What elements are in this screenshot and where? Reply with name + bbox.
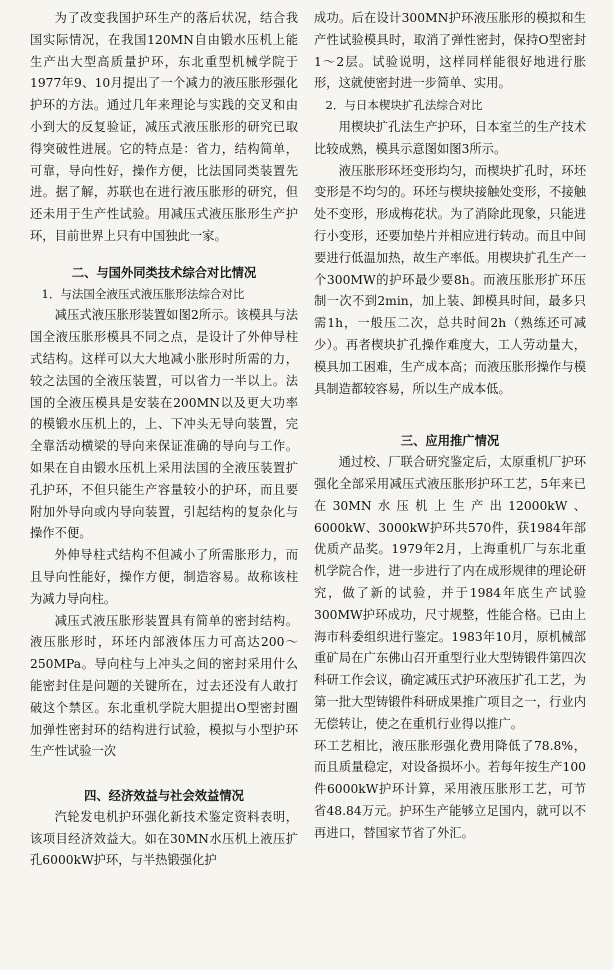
paragraph: 液压胀形环坯变形均匀，而楔块扩孔时，环坯变形是不均匀的。环坯与楔块接触处变形，不接触处不变形，形成梅花状。为了消除此现象，只能进行小变形，还要加垫片并相应进行转动。而且中间要进行低温加热，故生产率低。用楔块扩孔生产一个300MW的护环最少要8h。而液压胀形扩环压制一次不到2min，加上装、卸模具时间，最多只需1h，一般压二次，总共时间2h（熟练还可减少）。再者楔块扩孔操作难度大，工人劳动量大，模具加工困难，生产成本高；而液压胀形操作与模具制造都较容易，所以生产成本低。	[314, 163, 586, 396]
paragraph: 成功。后在设计300MN护环液压胀形的模拟和生产性试验模具时，取消了弹性密封，保持O型密封1～2层。试验说明，这样同样能很好地进行胀形，这就使密封进一步简单、实用。	[314, 11, 586, 91]
section-heading: 四、经济效益与社会效益情况	[84, 788, 244, 804]
section-heading: 二、与国外同类技术综合对比情况	[71, 264, 257, 280]
paragraph: 通过校、厂联合研究鉴定后，太原重机厂护环强化全部采用减压式液压胀形护环工艺，5年来已在30MN水压机上生产出12000kW、6000kW、3000kW护环共570件，获1984年部优质产品奖。1979年2月，上海重机厂与东北重机学院合作，进一步进行了内在成形规律的理论研究，做了新的试验，并于1984年底生产试验300MW护环成功，尺寸规整，性能合格。已由上海市科委组织进行鉴定。1983年10月，原机械部重矿局在广东佛山召开重型行业大型铸锻件第四次科研工作会议，确定减压式护环液压扩孔工艺，为第一批大型铸锻件科研成果推广项目之一，行业内无偿转让，使之在重机行业得以推广。	[314, 455, 586, 731]
left-column	[30, 8, 298, 872]
section-heading: 三、应用推广情况	[400, 433, 500, 449]
paragraph: 环工艺相比，液压胀形强化费用降低了78.8%，而且质量稳定，对设备损坏小。若每年按生产100件6000kW护环计算，采用液压胀形工艺，可节省48.84万元。护环生产能够立足国内，就可以不再进口，替国家节省了外汇。	[314, 738, 586, 840]
paragraph: 外伸导柱式结构不但减小了所需胀形力，而且导向性能好，操作方便，制造容易。故称该柱为减力导向柱。	[30, 548, 298, 606]
paragraph: 减压式液压胀形装置具有简单的密封结构。液压胀形时，环坯内部液体压力可高达200～250MPa。导向柱与上冲头之间的密封采用什么能密封住是问题的关键所在，过去还没有人敢打破这个禁区。东北重机学院大胆提出O型密封圈加弹性密封环的结构进行试验，模拟与小型护环生产性试验一次	[30, 613, 298, 759]
paragraph: 汽轮发电机护环强化新技术鉴定资料表明，该项目经济效益大。如在30MN水压机上液压扩孔6000kW护环，与半热锻强化护	[30, 809, 298, 868]
paragraph: 为了改变我国护环生产的落后状况，结合我国实际情况，在我国120MN自由锻水压机上能生产出大型高质量护环，东北重型机械学院于1977年9、10月提出了一个减力的液压胀形强化护环的方法。通过几年来理论与实践的交叉和由小到大的反复验证，减压式液压胀形的研究已取得突破性进展。它的特点是：省力，结构简单，可靠，导向性好，操作方便，比法国同类装置先进。据了解，苏联也在进行液压胀形的研究，但还未用于生产性试验。用减压式液压胀形生产护环，目前世界上只有中国独此一家。	[30, 11, 298, 243]
right-column	[314, 8, 586, 844]
subsection-heading: 2．与日本楔块扩孔法综合对比	[325, 98, 483, 113]
subsection-heading: 1．与法国全液压式液压胀形法综合对比	[41, 286, 245, 301]
paragraph: 用楔块扩孔法生产护环，日本室兰的生产技术比较成熟，模具示意图如图3所示。	[314, 119, 586, 156]
paragraph: 减压式液压胀形装置如图2所示。该模具与法国全液压胀形模具不同之点，是设计了外伸导柱式结构。这样可以大大地减小胀形时所需的力，较之法国的全液压装置，可以省力一半以上。法国的全液压模具是安装在200MN以及更大功率的模锻水压机上的，上、下冲头无导向装置，完全靠活动横梁的导向来保证准确的导向与工作。如果在自由锻水压机上采用法国的全液压装置扩孔护环，不但只能生产容量较小的护环，而且要附加外导向或内导向装置，引起结构的复杂化与操作不便。	[30, 308, 298, 541]
